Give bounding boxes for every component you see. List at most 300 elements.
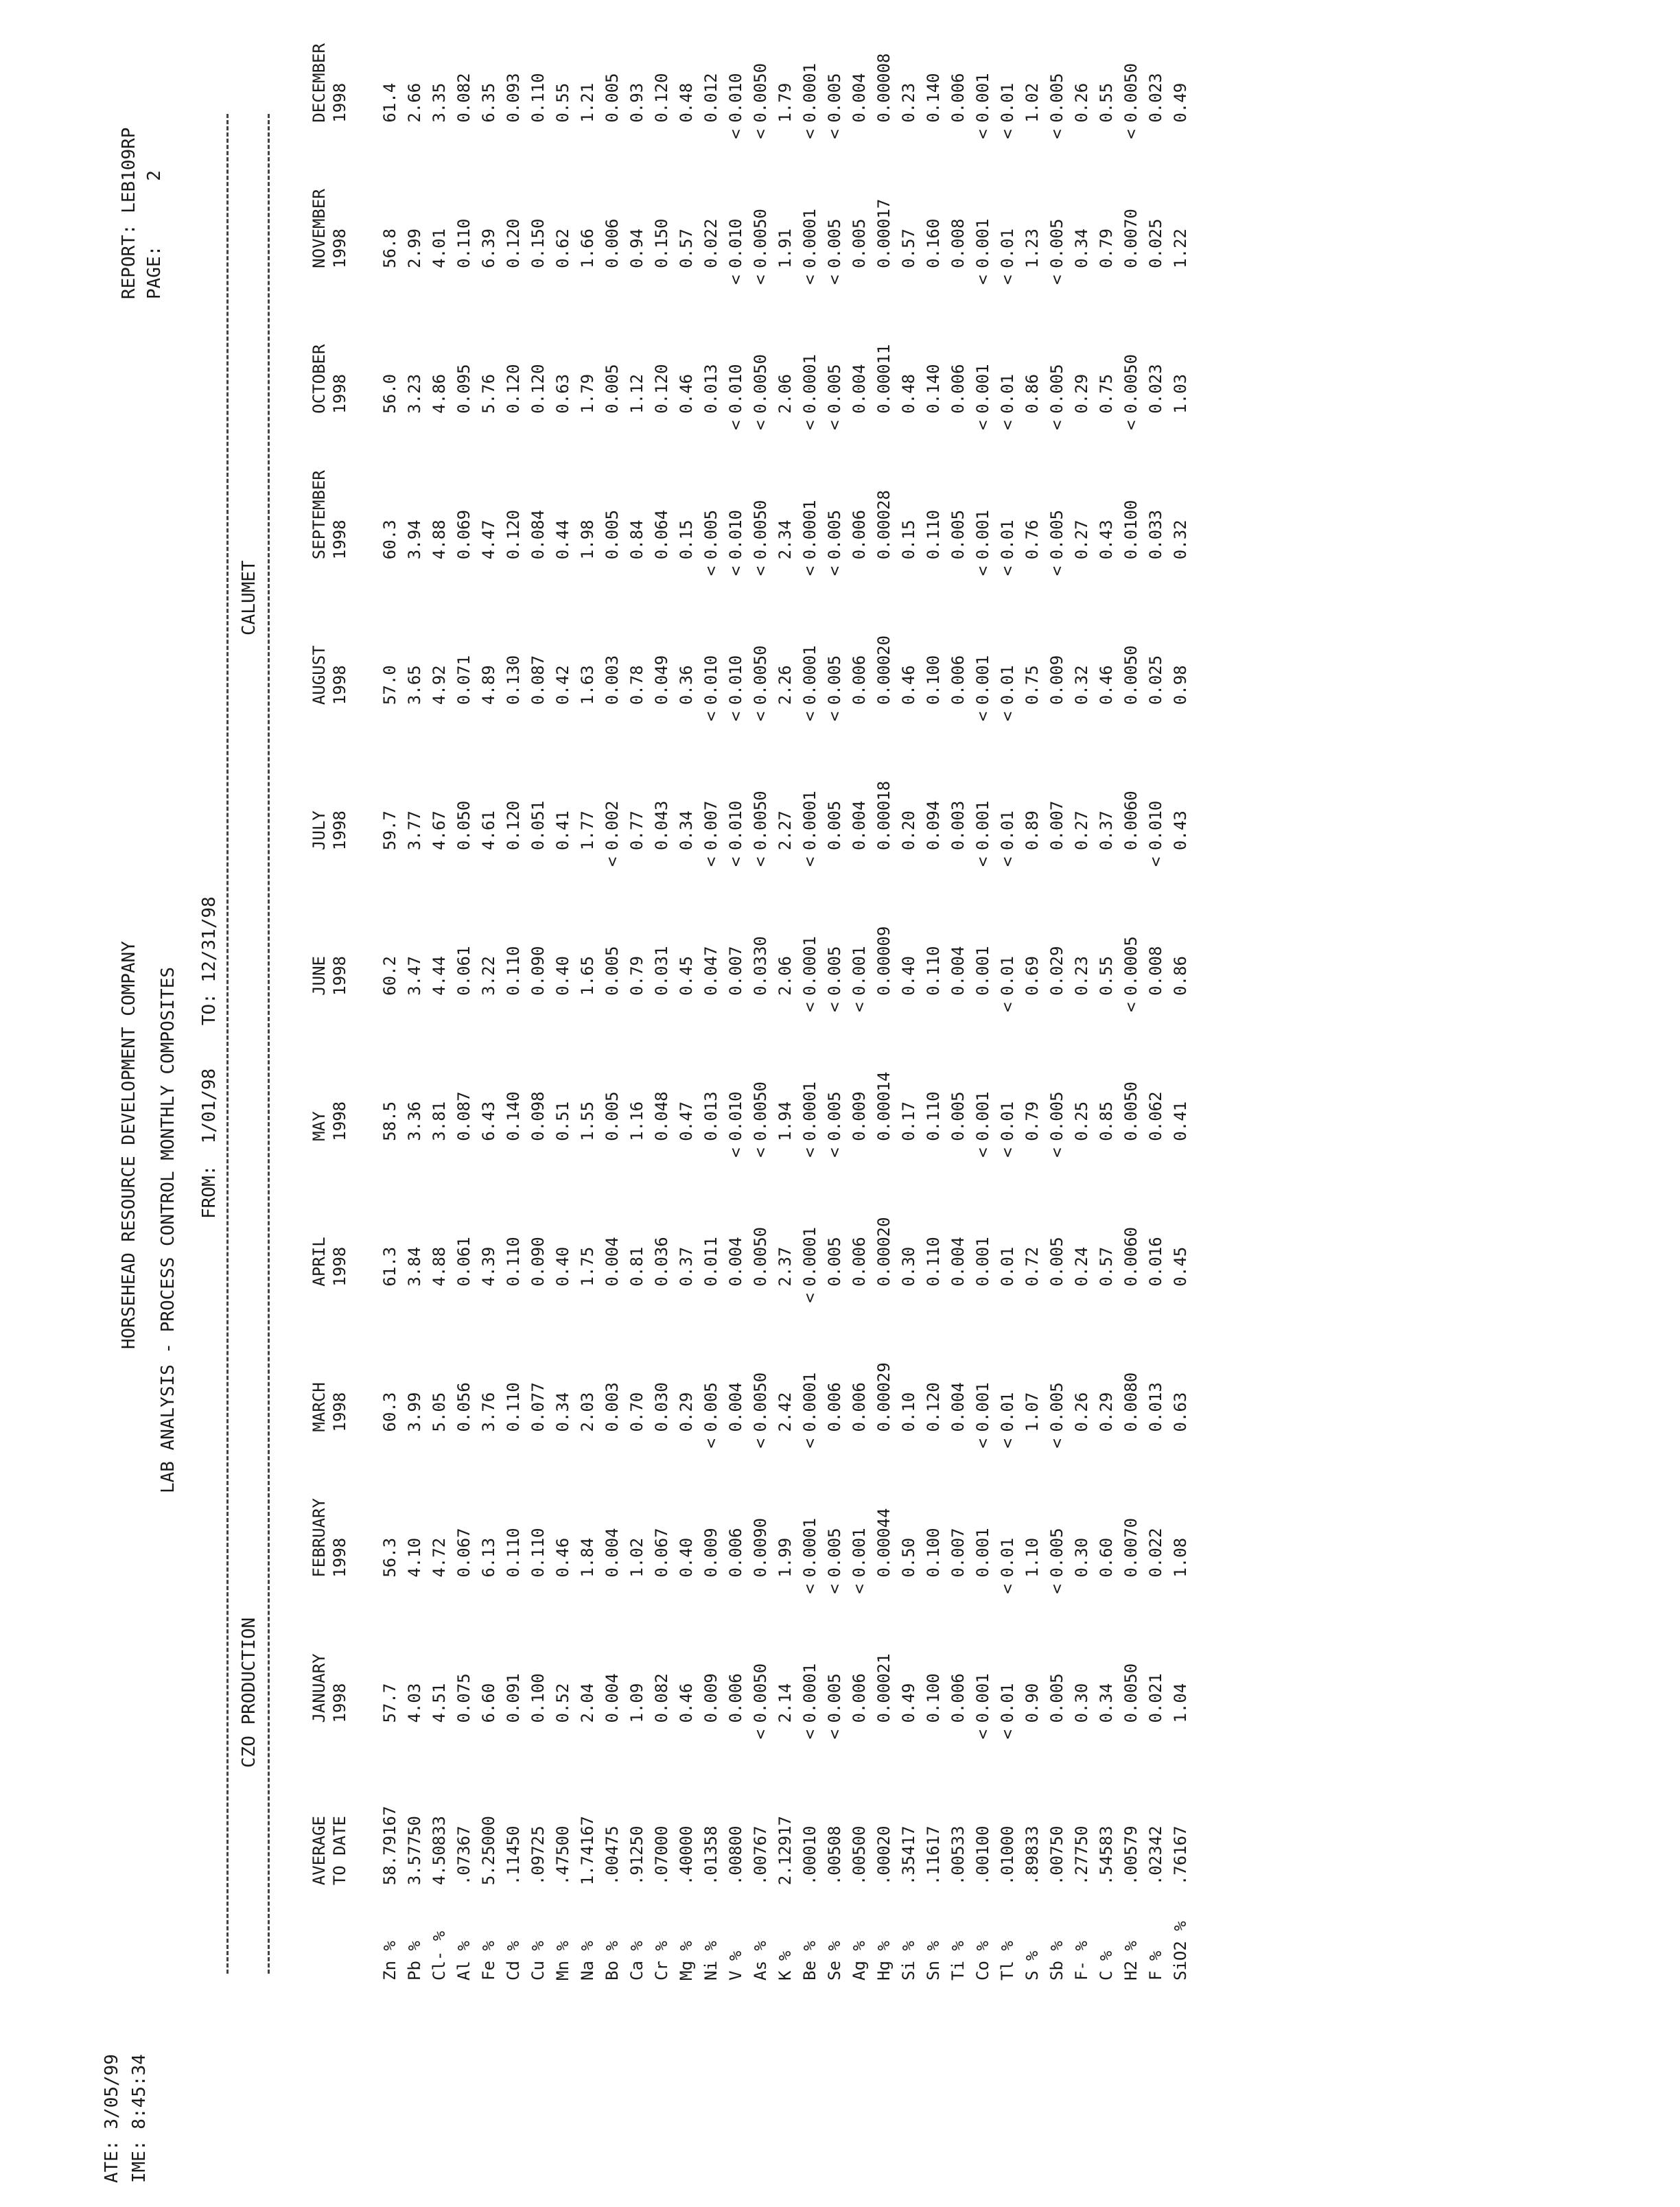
value-cell: 0.067 bbox=[454, 1528, 474, 1578]
average-cell: .00100 bbox=[973, 1825, 992, 1886]
value-cell: 1.99 bbox=[775, 1537, 795, 1578]
value-cell: 4.88 bbox=[430, 519, 449, 560]
less-than-mark bbox=[625, 850, 649, 874]
less-than-mark bbox=[649, 1578, 674, 1601]
value-cell: 0.36 bbox=[677, 665, 696, 705]
less-than-mark bbox=[402, 414, 427, 437]
less-than-mark: < bbox=[998, 565, 1017, 576]
less-than-mark bbox=[600, 414, 625, 437]
element-label: Mn % bbox=[553, 1941, 572, 1981]
less-than-mark bbox=[1119, 705, 1143, 728]
less-than-mark bbox=[946, 1141, 970, 1165]
less-than-mark: < bbox=[998, 420, 1017, 430]
value-cell: 0.001 bbox=[973, 1382, 992, 1432]
value-cell: 0.0001 bbox=[800, 1517, 819, 1578]
less-than-mark: < bbox=[998, 1729, 1017, 1740]
less-than-mark bbox=[872, 1287, 896, 1310]
less-than-mark bbox=[1094, 268, 1119, 292]
value-cell: 0.98 bbox=[1171, 665, 1190, 705]
element-label: Pb % bbox=[405, 1941, 424, 1981]
value-cell: 1.84 bbox=[578, 1537, 597, 1578]
value-cell: 0.72 bbox=[1023, 1246, 1042, 1287]
less-than-mark bbox=[773, 1723, 797, 1747]
average-cell: .00767 bbox=[751, 1825, 770, 1886]
less-than-mark bbox=[550, 1723, 575, 1747]
value-cell: 0.30 bbox=[899, 1246, 918, 1287]
less-than-mark bbox=[649, 414, 674, 437]
less-than-mark: < bbox=[701, 711, 721, 722]
value-cell: 0.0050 bbox=[751, 209, 770, 268]
table-row bbox=[1168, 0, 1193, 1981]
value-cell: 0.00020 bbox=[874, 1217, 894, 1287]
less-than-mark bbox=[402, 1578, 427, 1601]
less-than-mark: < bbox=[998, 711, 1017, 722]
less-than-mark: < bbox=[1047, 1147, 1066, 1158]
table-row bbox=[526, 0, 550, 1981]
less-than-mark bbox=[501, 1432, 526, 1455]
less-than-mark bbox=[896, 1287, 921, 1310]
less-than-mark bbox=[872, 1432, 896, 1455]
value-cell: 60.3 bbox=[380, 519, 399, 560]
less-than-mark bbox=[501, 850, 526, 874]
average-cell: .09725 bbox=[528, 1825, 548, 1886]
less-than-mark bbox=[452, 123, 476, 146]
less-than-mark bbox=[748, 1287, 773, 1310]
value-cell: 0.120 bbox=[504, 509, 523, 560]
value-cell: 0.50 bbox=[899, 1537, 918, 1578]
value-cell: 0.090 bbox=[528, 946, 548, 996]
value-cell: 0.00009 bbox=[874, 926, 894, 996]
value-cell: 0.005 bbox=[1047, 1673, 1066, 1723]
value-cell: 0.006 bbox=[948, 655, 968, 705]
less-than-mark: < bbox=[751, 275, 770, 285]
value-cell: 0.010 bbox=[726, 364, 745, 414]
less-than-mark bbox=[377, 705, 402, 728]
element-label: C % bbox=[1097, 1950, 1116, 1981]
less-than-mark bbox=[723, 1578, 748, 1601]
value-cell: 5.76 bbox=[479, 373, 498, 414]
less-than-mark: < bbox=[726, 1147, 745, 1158]
value-cell: 0.120 bbox=[528, 364, 548, 414]
less-than-mark bbox=[1143, 268, 1168, 292]
less-than-mark: < bbox=[751, 1438, 770, 1449]
value-cell: 0.003 bbox=[603, 1382, 622, 1432]
average-cell: .00475 bbox=[603, 1825, 622, 1886]
element-label: Zn % bbox=[380, 1941, 399, 1981]
value-cell: 0.130 bbox=[504, 655, 523, 705]
element-label: Tl % bbox=[998, 1941, 1017, 1981]
value-cell: 0.005 bbox=[1047, 73, 1066, 123]
value-cell: 1.21 bbox=[578, 82, 597, 123]
less-than-mark bbox=[476, 414, 501, 437]
value-cell: 0.0080 bbox=[1121, 1372, 1141, 1432]
table-row bbox=[476, 0, 501, 1981]
less-than-mark bbox=[1143, 414, 1168, 437]
less-than-mark bbox=[773, 559, 797, 583]
value-cell: 2.06 bbox=[775, 373, 795, 414]
value-cell: 0.005 bbox=[1047, 1237, 1066, 1287]
less-than-mark: < bbox=[800, 275, 819, 285]
value-cell: 0.40 bbox=[553, 956, 572, 996]
less-than-mark bbox=[575, 996, 600, 1019]
average-cell: .76167 bbox=[1171, 1825, 1190, 1886]
value-cell: 0.94 bbox=[627, 229, 646, 268]
less-than-mark bbox=[625, 1723, 649, 1747]
value-cell: 0.010 bbox=[726, 800, 745, 850]
value-cell: 0.075 bbox=[454, 1673, 474, 1723]
value-cell: 0.061 bbox=[454, 946, 474, 996]
less-than-mark: < bbox=[800, 856, 819, 867]
less-than-mark bbox=[649, 1432, 674, 1455]
less-than-mark bbox=[476, 1432, 501, 1455]
value-cell: 1.09 bbox=[627, 1683, 646, 1723]
element-label: Cd % bbox=[504, 1941, 523, 1981]
less-than-mark bbox=[427, 850, 452, 874]
value-cell: 0.095 bbox=[454, 364, 474, 414]
less-than-mark bbox=[946, 559, 970, 583]
value-cell: 0.007 bbox=[1047, 800, 1066, 850]
value-cell: 0.008 bbox=[1146, 946, 1165, 996]
value-cell: 0.26 bbox=[1072, 82, 1091, 123]
value-cell: 0.056 bbox=[454, 1382, 474, 1432]
less-than-mark: < bbox=[973, 1438, 992, 1449]
less-than-mark bbox=[550, 123, 575, 146]
value-cell: 1.12 bbox=[627, 373, 646, 414]
element-label: Co % bbox=[973, 1941, 992, 1981]
less-than-mark bbox=[847, 1287, 872, 1310]
value-cell: 0.45 bbox=[1171, 1246, 1190, 1287]
element-label: Sb % bbox=[1047, 1941, 1066, 1981]
value-cell: 0.093 bbox=[504, 73, 523, 123]
less-than-mark bbox=[699, 1141, 723, 1165]
less-than-mark: < bbox=[1047, 129, 1066, 139]
value-cell: 0.005 bbox=[825, 364, 844, 414]
value-cell: 0.75 bbox=[1023, 665, 1042, 705]
value-cell: 2.26 bbox=[775, 665, 795, 705]
less-than-mark bbox=[575, 850, 600, 874]
less-than-mark bbox=[476, 268, 501, 292]
less-than-mark bbox=[1069, 1723, 1094, 1747]
less-than-mark bbox=[1168, 123, 1193, 146]
less-than-mark bbox=[575, 414, 600, 437]
less-than-mark bbox=[1020, 705, 1045, 728]
less-than-mark bbox=[575, 123, 600, 146]
value-cell: 0.005 bbox=[1047, 364, 1066, 414]
value-cell: 0.0100 bbox=[1121, 500, 1141, 560]
less-than-mark bbox=[946, 268, 970, 292]
col-month: JANUARY 1998 bbox=[310, 1653, 349, 1723]
less-than-mark bbox=[1069, 850, 1094, 874]
value-cell: 0.100 bbox=[924, 1673, 943, 1723]
less-than-mark bbox=[872, 268, 896, 292]
report-time: IME: 8:45:34 bbox=[129, 2054, 150, 2183]
value-cell: 0.051 bbox=[528, 800, 548, 850]
table-row bbox=[501, 0, 526, 1981]
less-than-mark bbox=[600, 1287, 625, 1310]
less-than-mark: < bbox=[701, 856, 721, 867]
value-cell: 0.34 bbox=[1097, 1683, 1116, 1723]
less-than-mark bbox=[526, 1723, 550, 1747]
less-than-mark bbox=[600, 1723, 625, 1747]
value-cell: 0.0060 bbox=[1121, 1226, 1141, 1287]
value-cell: 0.29 bbox=[1072, 373, 1091, 414]
less-than-mark: < bbox=[825, 1147, 844, 1158]
average-cell: 5.25000 bbox=[479, 1816, 498, 1886]
less-than-mark bbox=[452, 1723, 476, 1747]
less-than-mark bbox=[699, 268, 723, 292]
value-cell: 0.082 bbox=[652, 1673, 671, 1723]
element-label: Bo % bbox=[603, 1941, 622, 1981]
table-row bbox=[1045, 0, 1069, 1981]
less-than-mark bbox=[1094, 1432, 1119, 1455]
average-cell: .00010 bbox=[800, 1825, 819, 1886]
less-than-mark bbox=[723, 1723, 748, 1747]
element-label: Ni % bbox=[701, 1941, 721, 1981]
less-than-mark bbox=[377, 1141, 402, 1165]
value-cell: 3.84 bbox=[405, 1246, 424, 1287]
value-cell: 0.55 bbox=[1097, 82, 1116, 123]
less-than-mark bbox=[550, 1287, 575, 1310]
less-than-mark bbox=[402, 268, 427, 292]
average-cell: .00800 bbox=[726, 1825, 745, 1886]
col-month: APRIL 1998 bbox=[310, 1237, 349, 1287]
value-cell: 0.006 bbox=[603, 218, 622, 268]
less-than-mark bbox=[1020, 1141, 1045, 1165]
less-than-mark bbox=[575, 1578, 600, 1601]
value-cell: 0.01 bbox=[998, 1392, 1017, 1432]
less-than-mark bbox=[377, 1723, 402, 1747]
table-row bbox=[797, 0, 822, 1981]
less-than-mark: < bbox=[726, 129, 745, 139]
value-cell: 0.094 bbox=[924, 800, 943, 850]
less-than-mark: < bbox=[825, 1002, 844, 1012]
value-cell: 0.01 bbox=[998, 519, 1017, 560]
less-than-mark bbox=[377, 1432, 402, 1455]
value-cell: 0.49 bbox=[1171, 82, 1190, 123]
less-than-mark bbox=[822, 1432, 847, 1455]
element-label: SiO2 % bbox=[1171, 1921, 1190, 1981]
less-than-mark bbox=[501, 1578, 526, 1601]
less-than-mark bbox=[921, 268, 946, 292]
value-cell: 0.45 bbox=[677, 956, 696, 996]
less-than-mark bbox=[501, 1723, 526, 1747]
less-than-mark: < bbox=[800, 1002, 819, 1012]
average-cell: .35417 bbox=[899, 1825, 918, 1886]
value-cell: 4.88 bbox=[430, 1246, 449, 1287]
value-cell: 3.65 bbox=[405, 665, 424, 705]
value-cell: 0.001 bbox=[973, 1091, 992, 1141]
less-than-mark bbox=[452, 1432, 476, 1455]
less-than-mark bbox=[402, 850, 427, 874]
date-range: FROM: 1/01/98 TO: 12/31/98 bbox=[199, 896, 220, 1219]
table-row bbox=[699, 0, 723, 1981]
value-cell: 6.35 bbox=[479, 82, 498, 123]
less-than-mark bbox=[921, 705, 946, 728]
less-than-mark bbox=[575, 1723, 600, 1747]
less-than-mark bbox=[674, 1432, 699, 1455]
average-cell: .01358 bbox=[701, 1825, 721, 1886]
less-than-mark bbox=[600, 1578, 625, 1601]
average-cell: .00533 bbox=[948, 1825, 968, 1886]
value-cell: 0.60 bbox=[1097, 1537, 1116, 1578]
value-cell: 2.66 bbox=[405, 82, 424, 123]
value-cell: 0.001 bbox=[973, 509, 992, 560]
col-month: AUGUST 1998 bbox=[310, 645, 349, 705]
value-cell: 1.75 bbox=[578, 1246, 597, 1287]
less-than-mark: < bbox=[973, 1729, 992, 1740]
value-cell: 59.7 bbox=[380, 810, 399, 850]
value-cell: 0.15 bbox=[899, 519, 918, 560]
less-than-mark bbox=[377, 414, 402, 437]
value-cell: 1.02 bbox=[1023, 82, 1042, 123]
value-cell: 0.025 bbox=[1146, 218, 1165, 268]
col-month: JULY 1998 bbox=[310, 810, 349, 850]
value-cell: 0.0001 bbox=[800, 354, 819, 414]
value-cell: 0.010 bbox=[726, 655, 745, 705]
less-than-mark bbox=[699, 414, 723, 437]
section-czo-production: CZO PRODUCTION bbox=[239, 1617, 259, 1768]
less-than-mark bbox=[674, 1141, 699, 1165]
value-cell: 0.0050 bbox=[1121, 354, 1141, 414]
less-than-mark bbox=[476, 850, 501, 874]
col-month: JUNE 1998 bbox=[310, 956, 349, 996]
value-cell: 0.00008 bbox=[874, 53, 894, 123]
value-cell: 0.0050 bbox=[1121, 1082, 1141, 1141]
less-than-mark bbox=[377, 559, 402, 583]
less-than-mark: < bbox=[998, 856, 1017, 867]
value-cell: 3.94 bbox=[405, 519, 424, 560]
element-label: Cu % bbox=[528, 1941, 548, 1981]
value-cell: 0.25 bbox=[1072, 1101, 1091, 1141]
table-row bbox=[822, 0, 847, 1981]
value-cell: 0.005 bbox=[1047, 1091, 1066, 1141]
less-than-mark bbox=[872, 705, 896, 728]
less-than-mark bbox=[1094, 414, 1119, 437]
value-cell: 0.23 bbox=[899, 82, 918, 123]
value-cell: 0.120 bbox=[504, 218, 523, 268]
value-cell: 0.93 bbox=[627, 82, 646, 123]
less-than-mark bbox=[649, 268, 674, 292]
value-cell: 0.69 bbox=[1023, 956, 1042, 996]
less-than-mark bbox=[699, 1723, 723, 1747]
value-cell: 0.90 bbox=[1023, 1683, 1042, 1723]
value-cell: 0.004 bbox=[850, 364, 869, 414]
less-than-mark bbox=[600, 559, 625, 583]
less-than-mark: < bbox=[800, 1438, 819, 1449]
value-cell: 0.01 bbox=[998, 665, 1017, 705]
less-than-mark bbox=[1020, 123, 1045, 146]
less-than-mark bbox=[1045, 705, 1069, 728]
less-than-mark bbox=[501, 996, 526, 1019]
value-cell: 0.031 bbox=[652, 946, 671, 996]
less-than-mark bbox=[1168, 996, 1193, 1019]
value-cell: 2.37 bbox=[775, 1246, 795, 1287]
less-than-mark: < bbox=[603, 856, 622, 867]
less-than-mark bbox=[1119, 1287, 1143, 1310]
value-cell: 0.79 bbox=[627, 956, 646, 996]
less-than-mark bbox=[896, 268, 921, 292]
value-cell: 0.001 bbox=[973, 218, 992, 268]
less-than-mark bbox=[896, 414, 921, 437]
less-than-mark bbox=[1094, 1287, 1119, 1310]
element-label: V % bbox=[726, 1950, 745, 1981]
less-than-mark bbox=[946, 414, 970, 437]
average-cell: .27750 bbox=[1072, 1825, 1091, 1886]
less-than-mark bbox=[377, 850, 402, 874]
less-than-mark bbox=[600, 1141, 625, 1165]
less-than-mark bbox=[526, 850, 550, 874]
less-than-mark bbox=[550, 996, 575, 1019]
element-label: Se % bbox=[825, 1941, 844, 1981]
less-than-mark: < bbox=[1047, 565, 1066, 576]
less-than-mark bbox=[1168, 559, 1193, 583]
value-cell: 0.49 bbox=[899, 1683, 918, 1723]
table-row bbox=[1020, 0, 1045, 1981]
less-than-mark: < bbox=[800, 129, 819, 139]
value-cell: 0.120 bbox=[504, 364, 523, 414]
less-than-mark bbox=[402, 1287, 427, 1310]
value-cell: 0.100 bbox=[924, 1528, 943, 1578]
less-than-mark bbox=[674, 559, 699, 583]
value-cell: 6.13 bbox=[479, 1537, 498, 1578]
value-cell: 1.02 bbox=[627, 1537, 646, 1578]
value-cell: 0.55 bbox=[1097, 956, 1116, 996]
less-than-mark bbox=[872, 996, 896, 1019]
value-cell: 0.069 bbox=[454, 509, 474, 560]
less-than-mark: < bbox=[701, 565, 721, 576]
value-cell: 0.10 bbox=[899, 1392, 918, 1432]
composite-table bbox=[309, 0, 1193, 1981]
less-than-mark bbox=[748, 996, 773, 1019]
value-cell: 0.01 bbox=[998, 1101, 1017, 1141]
value-cell: 0.34 bbox=[553, 1392, 572, 1432]
value-cell: 1.77 bbox=[578, 810, 597, 850]
report-date: ATE: 3/05/99 bbox=[102, 2054, 122, 2183]
less-than-mark bbox=[1168, 414, 1193, 437]
value-cell: 0.008 bbox=[948, 218, 968, 268]
less-than-mark bbox=[674, 414, 699, 437]
value-cell: 0.010 bbox=[726, 1091, 745, 1141]
value-cell: 1.63 bbox=[578, 665, 597, 705]
less-than-mark bbox=[921, 123, 946, 146]
less-than-mark bbox=[872, 1141, 896, 1165]
value-cell: 0.24 bbox=[1072, 1246, 1091, 1287]
header-row bbox=[309, 0, 377, 1981]
less-than-mark bbox=[1168, 1141, 1193, 1165]
value-cell: 3.99 bbox=[405, 1392, 424, 1432]
less-than-mark bbox=[377, 1287, 402, 1310]
value-cell: 1.08 bbox=[1171, 1537, 1190, 1578]
value-cell: 0.30 bbox=[1072, 1537, 1091, 1578]
less-than-mark bbox=[476, 1141, 501, 1165]
value-cell: 61.4 bbox=[380, 82, 399, 123]
value-cell: 0.013 bbox=[701, 364, 721, 414]
value-cell: 0.001 bbox=[973, 1237, 992, 1287]
value-cell: 0.005 bbox=[603, 364, 622, 414]
value-cell: 0.077 bbox=[528, 1382, 548, 1432]
value-cell: 0.007 bbox=[701, 800, 721, 850]
value-cell: 0.40 bbox=[553, 1246, 572, 1287]
value-cell: 0.01 bbox=[998, 373, 1017, 414]
value-cell: 0.0330 bbox=[751, 936, 770, 996]
element-label: Si % bbox=[899, 1941, 918, 1981]
less-than-mark bbox=[1069, 1141, 1094, 1165]
less-than-mark: < bbox=[726, 856, 745, 867]
less-than-mark bbox=[377, 123, 402, 146]
less-than-mark bbox=[1020, 1287, 1045, 1310]
less-than-mark bbox=[1143, 559, 1168, 583]
less-than-mark bbox=[748, 1578, 773, 1601]
